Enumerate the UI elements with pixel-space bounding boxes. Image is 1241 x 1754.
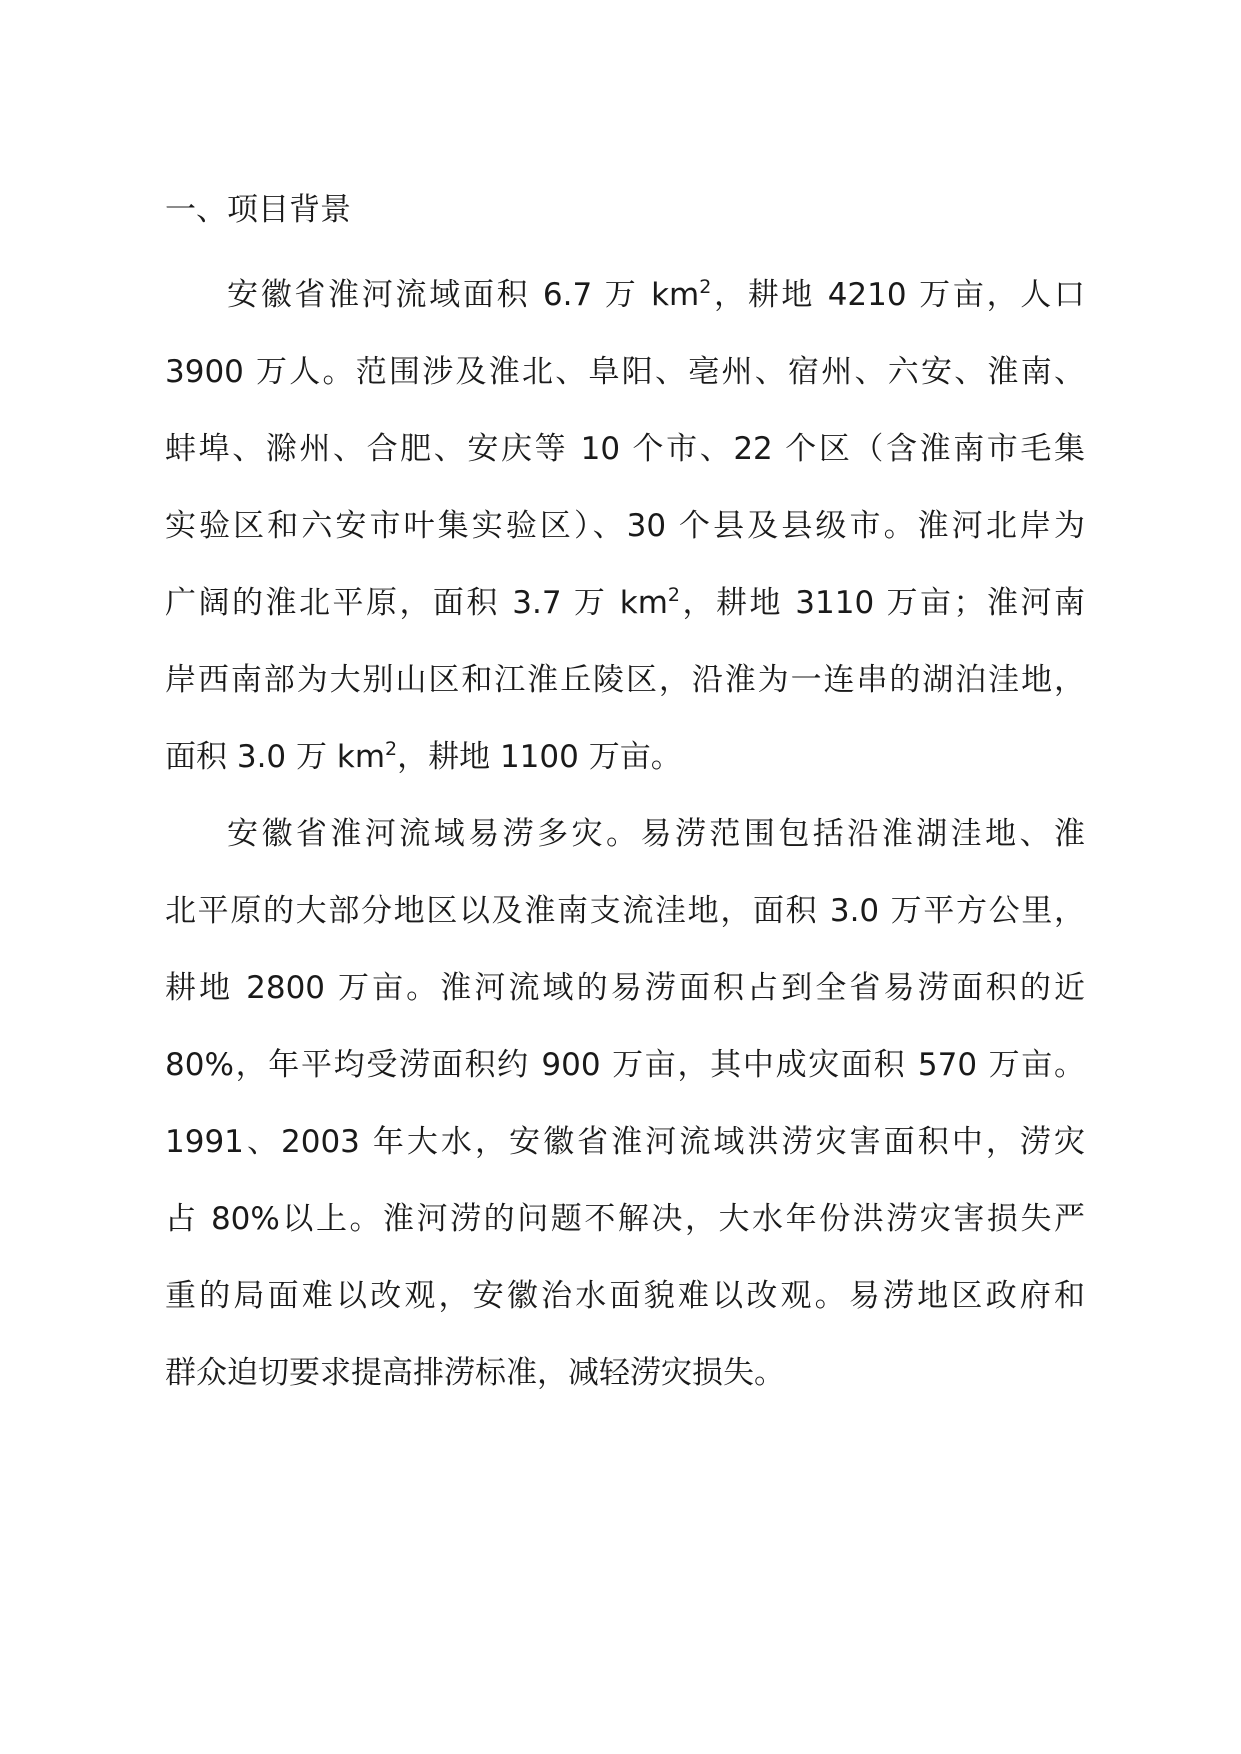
paragraph-line: 群众迫切要求提高排涝标准，减轻涝灾损失。 [165,1355,785,1391]
paragraph-line [227,275,1085,315]
paragraph-line [165,737,1085,777]
paragraph-line: 80%，年平均受涝面积约 900 万亩，其中成灾面积 570 万亩。 [165,1047,1085,1083]
paragraph-line: 岸西南部为大别山区和江淮丘陵区，沿淮为一连串的湖泊洼地， [165,662,1085,698]
paragraph-line: 耕地 2800 万亩。淮河流域的易涝面积占到全省易涝面积的近 [165,970,1085,1006]
paragraph-line: 1991、2003 年大水，安徽省淮河流域洪涝灾害面积中，涝灾 [165,1124,1085,1160]
text-run: ，耕地 4210 万亩，人口 [711,277,1085,313]
paragraph-line: 重的局面难以改观，安徽治水面貌难以改观。易涝地区政府和 [165,1278,1085,1314]
paragraph-line: 安徽省淮河流域易涝多灾。易涝范围包括沿淮湖洼地、淮 [227,816,1085,852]
paragraph-line: 3900 万人。范围涉及淮北、阜阳、亳州、宿州、六安、淮南、 [165,354,1085,390]
paragraph-line: 实验区和六安市叶集实验区）、30 个县及县级市。淮河北岸为 [165,508,1085,544]
text-run: ，耕地 3110 万亩；淮河南 [679,585,1085,621]
paragraph-line [165,583,1085,623]
text-run: 面积 3.0 万 km [165,739,386,775]
text-run: ，耕地 1100 万亩。 [397,739,682,775]
paragraph-line: 占 80%以上。淮河涝的问题不解决，大水年份洪涝灾害损失严 [165,1201,1085,1237]
section-heading: 一、项目背景 [165,192,351,228]
superscript: 2 [667,584,680,606]
superscript: 2 [699,276,712,298]
superscript: 2 [385,738,398,760]
text-run: 广阔的淮北平原，面积 3.7 万 km [165,585,668,621]
paragraph-line: 蚌埠、滁州、合肥、安庆等 10 个市、22 个区（含淮南市毛集 [165,431,1085,467]
paragraph-line: 北平原的大部分地区以及淮南支流洼地，面积 3.0 万平方公里， [165,893,1085,929]
text-run: 安徽省淮河流域面积 6.7 万 km [227,277,700,313]
